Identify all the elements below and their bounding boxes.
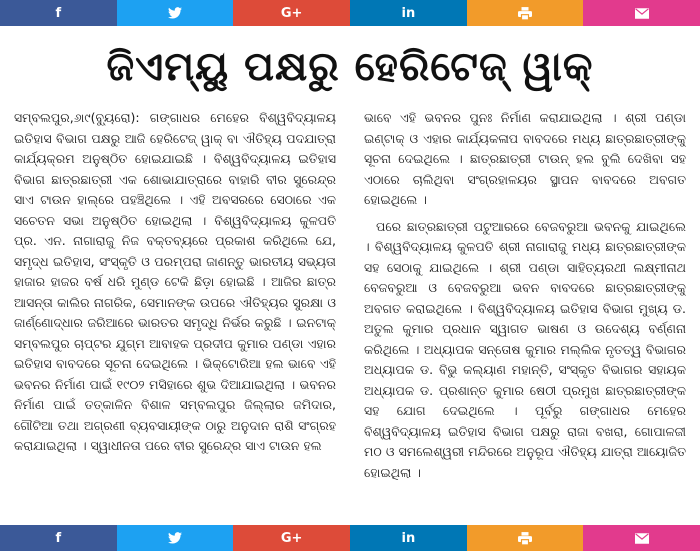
twitter-icon	[168, 532, 182, 544]
facebook-icon: f	[55, 530, 62, 546]
twitter-icon	[168, 7, 182, 19]
facebook-icon: f	[55, 5, 62, 21]
google-plus-share-button[interactable]	[233, 0, 350, 26]
article-paragraph: ସମ୍ବଲପୁର,୬ା୯(ବ୍ୟୁରୋ): ଗଙ୍ଗାଧର ମେହେର ବିଶ୍ୱବିଦ୍ୟାଳୟ ଇତିହାସ ବିଭାଗ ପକ୍ଷରୁ ଆଜି ହେରିଟେଜ୍ ୱାକ୍ ବା ଐତିହ୍ୟ ପଦଯାତ୍ରା କାର୍ଯ୍ୟକ୍ରମ ଅନୁଷ୍ଠିତ ହୋଇଯାଇଛି । ବିଶ୍ୱବିଦ୍ୟାଳୟ ଇତିହାସ ବିଭାଗ ଛାତ୍ରଛାତ୍ରୀ ଏକ ଶୋଭାଯାତ୍ରାରେ ବାହାରି ବୀର ସୁରେନ୍ଦ୍ର ସାଏ ଟାଉନ ହାଲ୍‌ରେ ପହଞ୍ଚିଥିଲେ । ଏହି ଅବସରରେ ସେଠାରେ ଏକ ସଚେତନ ସଭା ଅନୁଷ୍ଠିତ ହୋଇଥିଲା । ବିଶ୍ୱବିଦ୍ୟାଳୟ କୁଳପତି ପ୍ର. ଏନ. ନାଗାରାଜୁ ନିଜ ବକ୍ତବ୍ୟରେ ପ୍ରକାଶ କରିଥିଲେ ଯେ, ସମୃଦ୍ଧ ଇତିହାସ, ସଂସ୍କୃତି ଓ ପରମ୍ପରା ଜାଣନ୍ତୁ ଭାରତୀୟ ସଭ୍ୟତା ହାଜାର ହାଜର ବର୍ଷ ଧରି ମୁଣ୍ଡ ଟେକି ଛିଡ଼ା ହୋଇଛି । ଆଜିର ଛାତ୍ର ଆସନ୍ତା କାଲିର ନାଗରିକ, ସେମାନଙ୍କ ଉପରେ ଐତିହ୍ୟର ସୁରକ୍ଷା ଓ ଜାର୍ଣ୍ଣୋଦ୍ଧାର ଜରିଆରେ ଭାରତର ସମୃଦ୍ଧି ନିର୍ଭର କରୁଛି । ଇନଟାକ୍ ସମ୍ବଲପୁର ଚାପ୍ଟର ଯୁଗ୍ମ ଆବାହକ ପ୍ରଦୀପ କୁମାର ପଣ୍ଡା ଏହାର ଇତିହାସ ବାବଦରେ ସୂଚନା ଦେଇଥିଲେ । ଭିକ୍ଟୋରିଆ ହଲ ଭାବେ ଏହି ଭବନର ନିର୍ମାଣ ପାଇଁ ୧୯୦୨ ମସିହାରେ ଶୁଭ ଦିଆଯାଇଥିଲା । ଭବନର ନିର୍ମାଣ ପାଇଁ ତତ୍କାଳିନ ବିଶାଳ ସମ୍ବଲପୁର ଜିଲ୍ଲାର ଜମିଦାର, ଗୌଟିଆ ତଥା ଅଗ୍ରଣୀ ବ୍ୟବସାୟୀଙ୍କ ଠାରୁ ଅନୁଦାନ ରାଶି ସଂଗ୍ରହ କରାଯାଇଥିଲା । ସ୍ୱାଧୀନତା ପରେ ବୀର ସୁରେନ୍ଦ୍ର ସାଏ ଟାଉନ ହଲ	[14, 110, 336, 453]
email-share-button[interactable]	[583, 525, 700, 551]
email-icon	[635, 8, 649, 19]
linkedin-icon: in	[401, 5, 416, 21]
article-paragraph: ପରେ ଛାତ୍ରଛାତ୍ରୀ ପଟୁଆରରେ ବେଜବରୁଆ ଭବନକୁ ଯାଇଥିଲେ । ବିଶ୍ୱବିଦ୍ୟାଳୟ କୁଳପତି ଶ୍ରୀ ନାଗାରାଜୁ ମଧ୍ୟ ଛାତ୍ରଛାତ୍ରୀଙ୍କ ସହ ସେଠାକୁ ଯାଇଥିଲେ । ଶ୍ରୀ ପଣ୍ଡା ସାହିତ୍ୟରଥୀ ଲକ୍ଷ୍ମୀନାଥ ବେଜବରୁଆ ଓ ବେଜବରୁଆ ଭବନ ବାବଦରେ ଛାତ୍ରଛାତ୍ରୀଙ୍କୁ ଅବଗତ କରାଇଥିଲେ । ବିଶ୍ୱବିଦ୍ୟାଳୟ ଇତିହାସ ବିଭାଗ ମୁଖ୍ୟ ଡ. ଅତୁଲ କୁମାର ପ୍ରଧାନ ସ୍ୱାଗତ ଭାଷଣ ଓ ଉଦେଶ୍ୟ ବର୍ଣ୍ଣନା କରିଥିଲେ । ଅଧ୍ୟାପକ ସନ୍ତୋଷ କୁମାର ମଲ୍ଲିକ ନୃତତ୍ୱ ବିଭାଗର ଅଧ୍ୟାପକ ଡ. ବିଭୁ କଲ୍ୟାଣ ମହାନ୍ତି, ସଂସ୍କୃତ ବିଭାଗର ସହାୟକ ଅଧ୍ୟାପକ ଡ. ପ୍ରଶାନ୍ତ କୁମାର ଷେଠୀ ପ୍ରମୁଖ ଛାତ୍ରଛାତ୍ରୀଙ୍କ ସହ ଯୋଗ ଦେଇଥିଲେ । ପୂର୍ବରୁ ଗଙ୍ଗାଧର ମେହେର ବିଶ୍ୱବିଦ୍ୟାଳୟ ଇତିହାସ ବିଭାଗ ପକ୍ଷରୁ ରାଜା ବଖରା, ଗୋପାଳଜୀ ମଠ ଓ ସମଲେଶ୍ୱରୀ ମନ୍ଦିରରେ ଅନୁରୂପ ଐତିହ୍ୟ ଯାତ୍ରା ଆୟୋଜିତ ହୋଇଥିଲା ।	[364, 218, 686, 480]
twitter-share-button[interactable]	[117, 0, 234, 26]
twitter-share-button[interactable]	[117, 525, 234, 551]
article-body	[14, 108, 686, 513]
share-bar-bottom	[0, 525, 700, 551]
article-column-right	[364, 108, 686, 513]
linkedin-share-button[interactable]	[350, 525, 467, 551]
page-title: ଜିଏମ୍‌ୟୁ ପକ୍ଷରୁ ହେରିଟେଜ୍ ୱାକ୍	[106, 44, 594, 90]
email-icon	[635, 533, 649, 544]
google-plus-share-button[interactable]	[233, 525, 350, 551]
linkedin-icon: in	[401, 530, 416, 546]
email-share-button[interactable]	[583, 0, 700, 26]
print-icon	[518, 532, 532, 545]
print-button[interactable]	[467, 0, 584, 26]
facebook-share-button[interactable]	[0, 0, 117, 26]
print-icon	[518, 7, 532, 20]
article-column-left	[14, 108, 336, 513]
google-plus-icon: G+	[280, 5, 303, 21]
print-button[interactable]	[467, 525, 584, 551]
linkedin-share-button[interactable]	[350, 0, 467, 26]
article-paragraph: ଭାବେ ଏହି ଭବନର ପୁନଃ ନିର୍ମାଣ କରାଯାଇଥିଲା । ଶ୍ରୀ ପଣ୍ଡା ଇଣ୍ଟାକ୍ ଓ ଏହାର କାର୍ଯ୍ୟକଳାପ ବାବଦରେ ମଧ୍ୟ ଛାତ୍ରଛାତ୍ରୀଙ୍କୁ ସୂଚନା ଦେଇଥିଲେ । ଛାତ୍ରଛାତ୍ରୀ ଟାଉନ୍ ହଲ ବୁଲି ଦେଖିବା ସହ ଏଠାରେ ଚାଲିଥିବା ସଂଗ୍ରହାଳୟର ସ୍ଥାପନ ବାବଦରେ ଅବଗତ ହୋଇଥିଲେ ।	[364, 110, 686, 207]
facebook-share-button[interactable]	[0, 525, 117, 551]
google-plus-icon: G+	[280, 530, 303, 546]
share-bar-top	[0, 0, 700, 26]
